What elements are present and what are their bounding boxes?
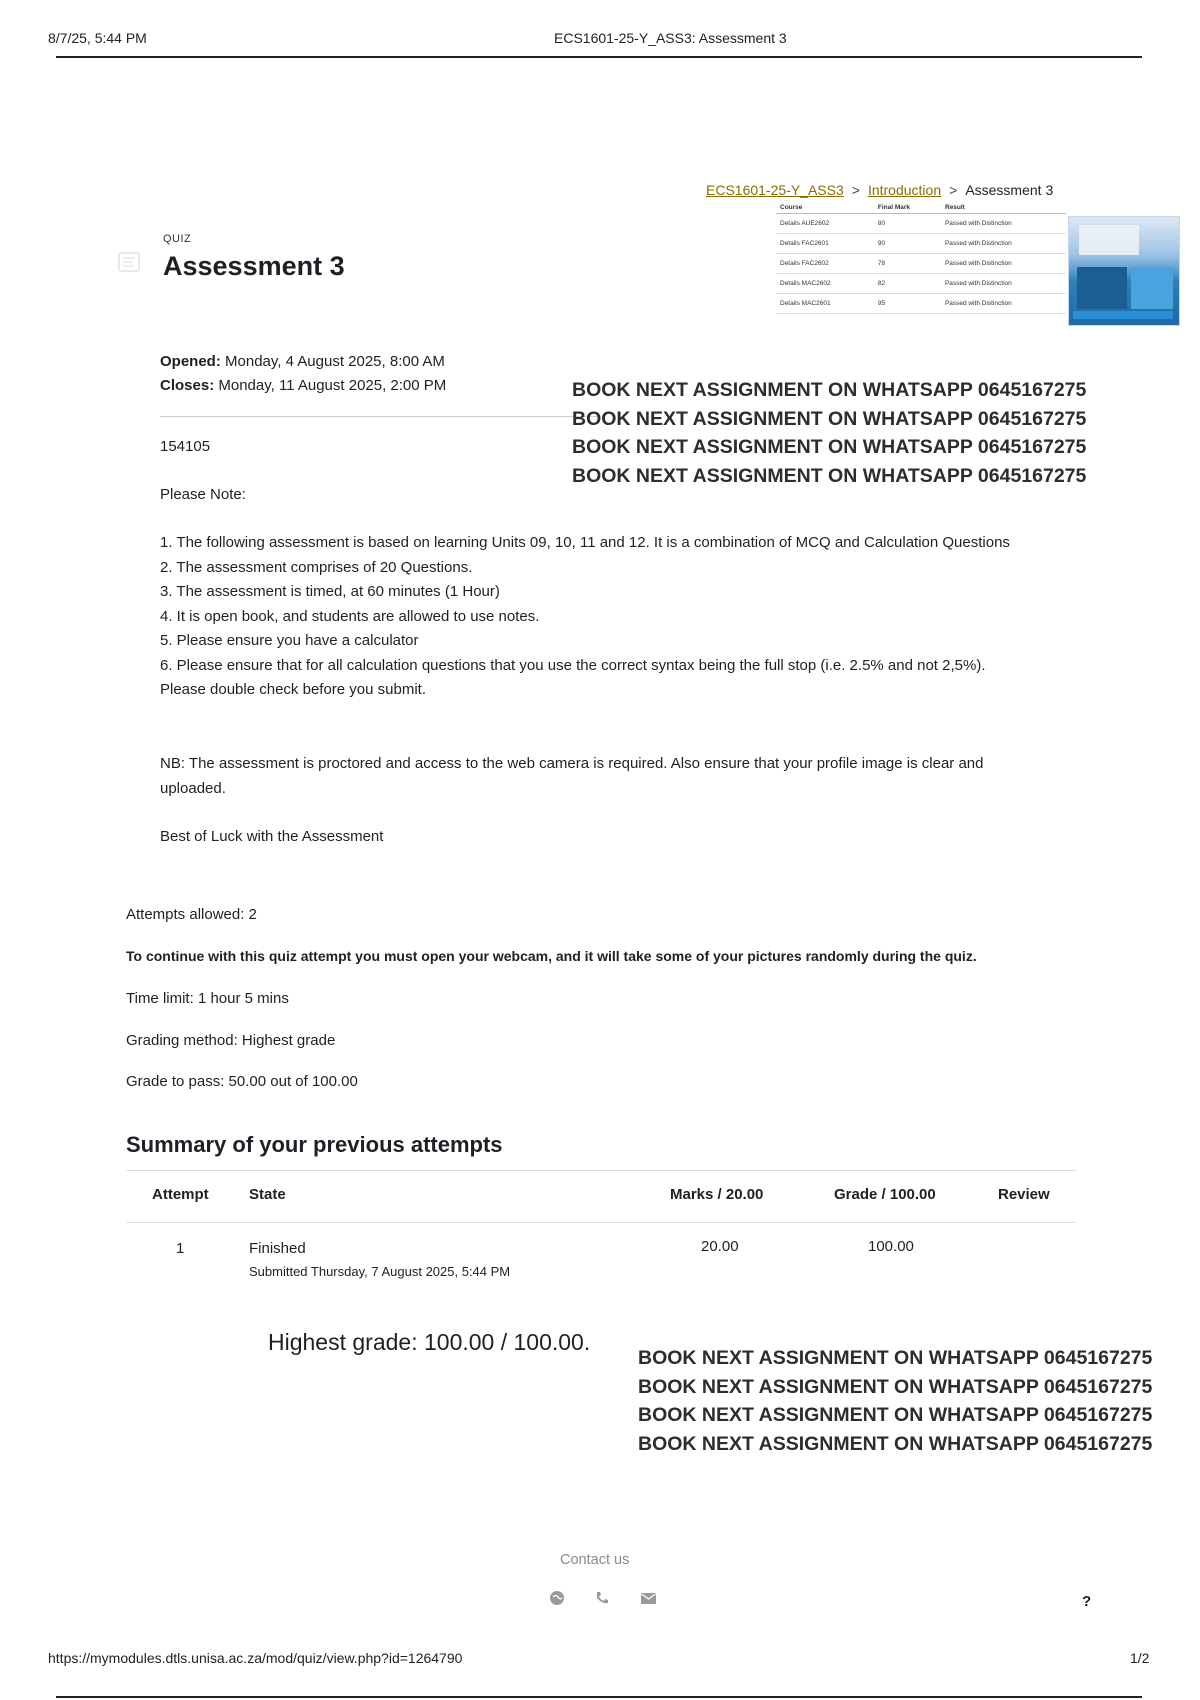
promo-block-top bbox=[572, 376, 1086, 490]
promo-text: BOOK NEXT ASSIGNMENT ON WHATSAPP 0645167275 bbox=[572, 464, 1087, 487]
column-header-state: State bbox=[249, 1186, 286, 1203]
attempt-grade: 100.00 bbox=[868, 1238, 914, 1255]
note-heading: Please Note: bbox=[160, 486, 246, 503]
quiz-icon bbox=[118, 252, 140, 272]
print-header-rule bbox=[56, 56, 1142, 58]
highest-grade: Highest grade: 100.00 / 100.00. bbox=[268, 1329, 591, 1355]
table-top-border bbox=[126, 1170, 1076, 1171]
results-cell: 95 bbox=[874, 294, 941, 314]
divider bbox=[160, 416, 600, 417]
opened-date: Opened: Monday, 4 August 2025, 8:00 AM bbox=[160, 353, 445, 370]
promo-text: BOOK NEXT ASSIGNMENT ON WHATSAPP 0645167275 bbox=[572, 407, 1087, 430]
promo-text: BOOK NEXT ASSIGNMENT ON WHATSAPP 0645167275 bbox=[572, 436, 1087, 458]
promo-text: BOOK NEXT ASSIGNMENT ON WHATSAPP 0645167275 bbox=[638, 1432, 1153, 1455]
breadcrumb-section-link[interactable]: Introduction bbox=[867, 182, 942, 198]
instruction-item: 2. The assessment comprises of 20 Questions. bbox=[160, 558, 473, 576]
promo-text: BOOK NEXT ASSIGNMENT ON WHATSAPP 0645167275 bbox=[638, 1347, 1153, 1369]
chevron-right-icon: > bbox=[851, 182, 860, 198]
print-page-number: 1/2 bbox=[1130, 1650, 1150, 1666]
nb-notice: NB: The assessment is proctored and access to the web camera is required. Also ensure that your profile image is clear and uploaded. bbox=[160, 755, 984, 797]
closing-text: Best of Luck with the Assessment bbox=[160, 828, 384, 845]
results-row bbox=[776, 254, 1066, 274]
results-cell: Passed with Distinction bbox=[941, 234, 1066, 254]
webcam-notice: To continue with this quiz attempt you must open your webcam, and it will take some of your pictures randomly during the quiz. bbox=[126, 948, 977, 964]
help-button[interactable]: ? bbox=[1082, 1593, 1092, 1610]
results-header-course: Course bbox=[776, 202, 874, 214]
results-overlay-image bbox=[776, 202, 1178, 342]
promo-text: BOOK NEXT ASSIGNMENT ON WHATSAPP 0645167275 bbox=[638, 1375, 1153, 1398]
column-header-review: Review bbox=[998, 1186, 1050, 1203]
activity-type-label: QUIZ bbox=[163, 233, 192, 245]
phone-icon[interactable] bbox=[594, 1590, 610, 1606]
results-cell: 80 bbox=[874, 214, 941, 234]
grade-to-pass: Grade to pass: 50.00 out of 100.00 bbox=[126, 1073, 358, 1090]
results-cell: Details MAC2602 bbox=[776, 274, 874, 294]
promo-text: BOOK NEXT ASSIGNMENT ON WHATSAPP 0645167275 bbox=[572, 379, 1087, 401]
attempt-marks: 20.00 bbox=[701, 1238, 739, 1255]
results-cell: 90 bbox=[874, 234, 941, 254]
breadcrumb-current: Assessment 3 bbox=[965, 182, 1054, 198]
activity-dates bbox=[160, 350, 446, 398]
results-cell: Passed with Distinction bbox=[941, 274, 1066, 294]
results-row bbox=[776, 294, 1066, 314]
promo-text: BOOK NEXT ASSIGNMENT ON WHATSAPP 0645167275 bbox=[638, 1404, 1153, 1426]
chevron-right-icon: > bbox=[949, 182, 958, 198]
instruction-item: 6. Please ensure that for all calculation questions that you use the correct syntax being the full stop (i.e. 2.5% and not 2,5%). Please double check before you submit. bbox=[160, 656, 986, 698]
attempt-number: 1 bbox=[176, 1240, 185, 1257]
attempt-state: Finished bbox=[249, 1240, 306, 1257]
envelope-icon[interactable] bbox=[640, 1590, 656, 1606]
results-cell: Passed with Distinction bbox=[941, 254, 1066, 274]
instruction-item: 3. The assessment is timed, at 60 minutes (1 Hour) bbox=[160, 583, 500, 600]
results-cell: Details FAC2601 bbox=[776, 234, 874, 254]
print-url: https://mymodules.dtls.unisa.ac.za/mod/quiz/view.php?id=1264790 bbox=[48, 1650, 463, 1666]
results-cell: Details FAC2602 bbox=[776, 254, 874, 274]
attempts-allowed: Attempts allowed: 2 bbox=[126, 906, 257, 923]
summary-heading: Summary of your previous attempts bbox=[126, 1132, 503, 1157]
print-footer-rule bbox=[56, 1696, 1142, 1698]
time-limit: Time limit: 1 hour 5 mins bbox=[126, 990, 289, 1007]
results-cell: Details AUE2602 bbox=[776, 214, 874, 234]
print-datetime: 8/7/25, 5:44 PM bbox=[48, 30, 147, 46]
page-title: Assessment 3 bbox=[163, 251, 345, 281]
instruction-item: 1. The following assessment is based on learning Units 09, 10, 11 and 12. It is a combination of MCQ and Calculation Questions bbox=[160, 534, 1010, 551]
instructions-list bbox=[160, 531, 1030, 703]
column-header-grade: Grade / 100.00 bbox=[834, 1186, 936, 1203]
results-header-result: Result bbox=[941, 202, 1066, 214]
results-table bbox=[776, 202, 1066, 314]
results-header-mark: Final Mark bbox=[874, 202, 941, 214]
contact-us-heading: Contact us bbox=[560, 1552, 630, 1568]
results-cell: Passed with Distinction bbox=[941, 214, 1066, 234]
promo-block-bottom bbox=[638, 1344, 1152, 1458]
results-row bbox=[776, 234, 1066, 254]
results-row bbox=[776, 214, 1066, 234]
column-header-marks: Marks / 20.00 bbox=[670, 1186, 764, 1203]
attempt-submitted: Submitted Thursday, 7 August 2025, 5:44 PM bbox=[249, 1264, 511, 1279]
column-header-attempt: Attempt bbox=[152, 1186, 209, 1203]
breadcrumb-course-link[interactable]: ECS1601-25-Y_ASS3 bbox=[706, 182, 844, 198]
table-header-border bbox=[126, 1222, 1076, 1223]
grading-method: Grading method: Highest grade bbox=[126, 1032, 336, 1049]
closes-date: Closes: Monday, 11 August 2025, 2:00 PM bbox=[160, 377, 447, 394]
results-cell: Passed with Distinction bbox=[941, 294, 1066, 314]
results-cell: 82 bbox=[874, 274, 941, 294]
instruction-item: 4. It is open book, and students are allowed to use notes. bbox=[160, 607, 540, 625]
globe-icon[interactable] bbox=[549, 1590, 565, 1606]
breadcrumb bbox=[706, 182, 1053, 198]
print-doc-title: ECS1601-25-Y_ASS3: Assessment 3 bbox=[554, 30, 787, 46]
quiz-code: 154105 bbox=[160, 438, 211, 455]
instruction-item: 5. Please ensure you have a calculator bbox=[160, 632, 419, 649]
results-cell: Details MAC2601 bbox=[776, 294, 874, 314]
results-row bbox=[776, 274, 1066, 294]
results-thumbnail-image bbox=[1068, 216, 1180, 326]
results-cell: 78 bbox=[874, 254, 941, 274]
